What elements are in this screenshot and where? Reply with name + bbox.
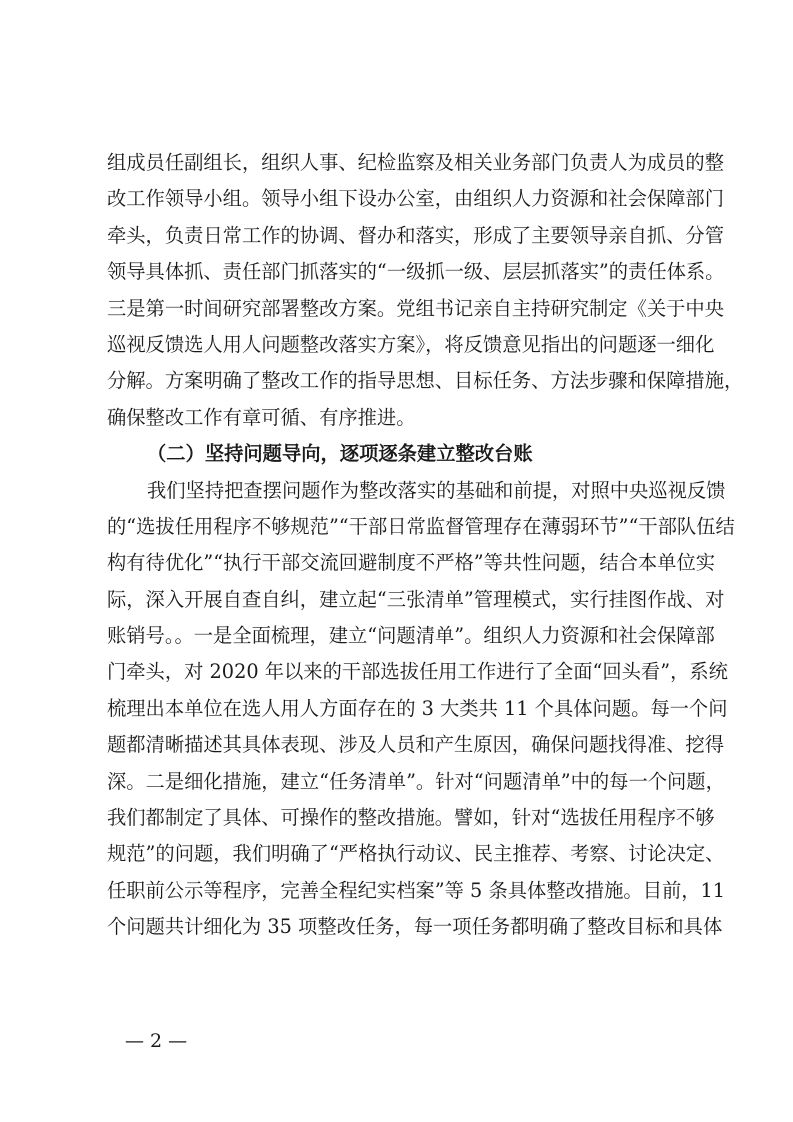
- paragraph-line: 改工作领导小组。领导小组下设办公室，由组织人力资源和社会保障部门: [107, 187, 724, 211]
- document-body: [107, 145, 744, 946]
- paragraph-line: 巡视反馈选人用人问题整改落实方案》，将反馈意见指出的问题逐一细化: [107, 332, 715, 356]
- paragraph-line: 分解。方案明确了整改工作的指导思想、目标任务、方法步骤和保障措施，: [107, 369, 744, 393]
- paragraph-line: 深。二是细化措施，建立“任务清单”。针对“问题清单”中的每一个问题，: [107, 769, 725, 793]
- paragraph-line: 门牵头，对 2020 年以来的干部选拔任用工作进行了全面“回头看”，系统: [107, 660, 728, 684]
- paragraph-line: 账销号。。一是全面梳理，建立“问题清单”。组织人力资源和社会保障部: [107, 624, 715, 648]
- paragraph-line: 任职前公示等程序，完善全程纪实档案”等 5 条具体整改措施。目前，11: [107, 878, 726, 902]
- paragraph-line: 领导具体抓、责任部门抓落实的“一级抓一级、层层抓落实”的责任体系。: [107, 260, 725, 284]
- paragraph-line: 梳理出本单位在选人用人方面存在的 3 大类共 11 个具体问题。每一个问: [107, 696, 728, 720]
- paragraph-line: 规范”的问题，我们明确了“严格执行动议、民主推荐、考察、讨论决定、: [107, 842, 725, 866]
- paragraph-line: 我们坚持把查摆问题作为整改落实的基础和前提，对照中央巡视反馈: [147, 478, 726, 502]
- paragraph-line: 我们都制定了具体、可操作的整改措施。譬如，针对“选拔任用程序不够: [107, 806, 715, 830]
- paragraph-line: 题都清晰描述其具体表现、涉及人员和产生原因，确保问题找得准、挖得: [107, 733, 724, 757]
- page-number: — 2 —: [125, 1030, 188, 1052]
- section-heading: （二）坚持问题导向，逐项逐条建立整改台账: [147, 442, 533, 466]
- paragraph-line: 构有待优化”“执行干部交流回避制度不严格”等共性问题，结合本单位实: [107, 551, 716, 575]
- paragraph-line: 三是第一时间研究部署整改方案。党组书记亲自主持研究制定《关于中央: [107, 296, 724, 320]
- paragraph-line: 牵头，负责日常工作的协调、督办和落实，形成了主要领导亲自抓、分管: [107, 223, 724, 247]
- paragraph-line: 际，深入开展自查自纠，建立起“三张清单”管理模式，实行挂图作战、对: [107, 587, 725, 611]
- paragraph-line: 的“选拔任用程序不够规范”“干部日常监督管理存在薄弱环节”“干部队伍结: [107, 514, 735, 538]
- paragraph-line: 个问题共计细化为 35 项整改任务，每一项任务都明确了整改目标和具体: [107, 915, 723, 939]
- paragraph-line: 组成员任副组长，组织人事、纪检监察及相关业务部门负责人为成员的整: [107, 151, 724, 174]
- paragraph-line: 确保整改工作有章可循、有序推进。: [107, 405, 416, 429]
